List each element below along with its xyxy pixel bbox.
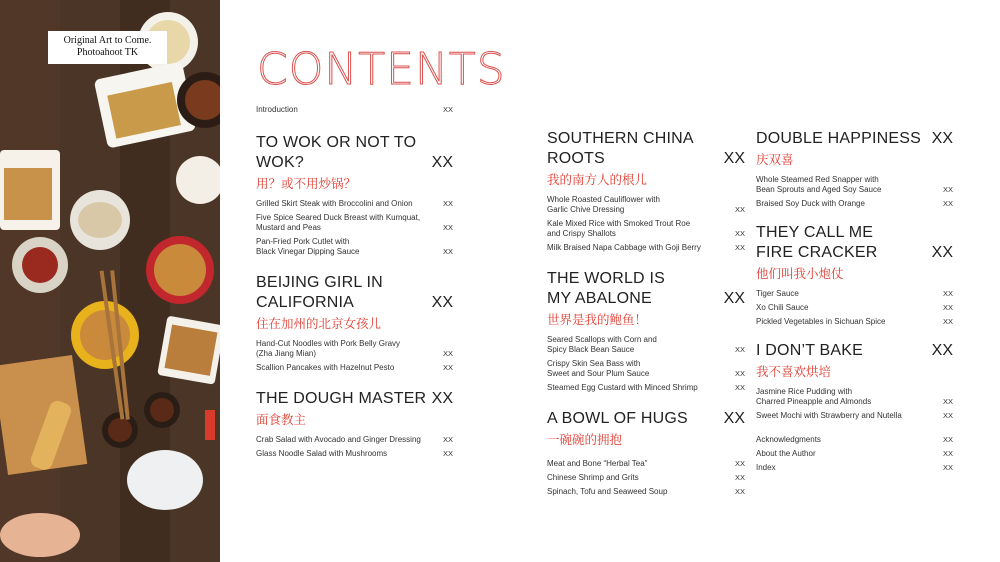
section-heading[interactable] xyxy=(547,129,745,169)
entry-page: XX xyxy=(734,205,745,214)
toc-entry[interactable] xyxy=(547,473,745,483)
entry-page: XX xyxy=(942,185,953,194)
toc-entry[interactable] xyxy=(547,487,745,497)
section-heading[interactable] xyxy=(756,129,953,149)
section-chinese-title: 我不喜欢烘培 xyxy=(756,364,832,379)
section-title xyxy=(756,223,878,263)
section-heading[interactable] xyxy=(256,133,453,173)
entry-line: Spinach, Tofu and Seaweed Soup xyxy=(547,487,668,496)
section-dough xyxy=(256,389,453,459)
section-title-line: MY ABALONE xyxy=(547,290,652,307)
section-heading[interactable] xyxy=(547,269,745,309)
section-title-line: FIRE CRACKER xyxy=(756,244,878,261)
toc-entry[interactable] xyxy=(547,195,745,215)
entry-line: (Zha Jiang Mian) xyxy=(256,349,317,358)
section-beijing xyxy=(256,273,453,373)
entry-page: XX xyxy=(442,435,453,444)
entry-page: XX xyxy=(942,289,953,298)
entry-page: XX xyxy=(442,449,453,458)
entry-label xyxy=(547,459,647,469)
entry-line: Spicy Black Bean Sauce xyxy=(547,345,635,354)
entry-line: Whole Steamed Red Snapper with xyxy=(756,175,879,184)
section-wok xyxy=(256,133,453,257)
toc-entry[interactable] xyxy=(256,363,453,373)
section-page: XX xyxy=(723,410,745,427)
section-page: XX xyxy=(931,342,953,359)
entry-page: XX xyxy=(942,435,953,444)
section-title-line: TO WOK OR NOT TO WOK? xyxy=(256,134,417,171)
section-page: XX xyxy=(931,130,953,147)
section-title-line: THEY CALL ME xyxy=(756,224,874,241)
entry-label xyxy=(256,213,420,233)
entry-line: and Crispy Shallots xyxy=(547,229,616,238)
entry-line: Kale Mixed Rice with Smoked Trout Roe xyxy=(547,219,691,228)
section-title-line: THE WORLD IS xyxy=(547,270,665,287)
entry-label: Acknowledgments xyxy=(756,435,821,444)
entry-line: Pickled Vegetables in Sichuan Spice xyxy=(756,317,886,326)
section-chinese-title: 住在加州的北京女孩儿 xyxy=(256,316,382,331)
toc-entry-about-author[interactable] xyxy=(756,449,953,459)
entry-line: Bean Sprouts and Aged Soy Sauce xyxy=(756,185,882,194)
toc-entry[interactable] xyxy=(256,199,453,209)
entry-label xyxy=(547,383,698,393)
section-page: XX xyxy=(431,154,453,171)
entry-label: Index xyxy=(756,463,776,472)
entry-line: Pan-Fried Pork Cutlet with xyxy=(256,237,350,246)
entry-label xyxy=(547,195,660,215)
entry-page: XX xyxy=(442,349,453,358)
section-page: XX xyxy=(431,294,453,311)
entry-page: XX xyxy=(734,473,745,482)
toc-entry[interactable] xyxy=(256,237,453,257)
photo-note-line-2: Photoahoot TK xyxy=(76,47,139,58)
section-bake xyxy=(756,341,953,421)
entry-line: Five Spice Seared Duck Breast with Kumquat, xyxy=(256,213,421,222)
entry-label xyxy=(256,449,387,459)
entry-label: About the Author xyxy=(756,449,816,458)
entry-label xyxy=(756,199,865,209)
section-chinese-title: 一碗碗的拥抱 xyxy=(547,432,623,447)
section-title xyxy=(256,273,383,313)
entry-label xyxy=(547,473,639,483)
entry-page: XX xyxy=(442,223,453,232)
entry-line: Xo Chili Sauce xyxy=(756,303,809,312)
entry-page: XX xyxy=(942,397,953,406)
toc-entry[interactable] xyxy=(756,387,953,407)
entry-label xyxy=(756,303,808,313)
toc-entry[interactable] xyxy=(256,449,453,459)
section-title xyxy=(547,269,665,309)
back-matter xyxy=(756,435,953,473)
entry-page: XX xyxy=(942,449,953,458)
section-heading[interactable] xyxy=(756,223,953,263)
entry-page: XX xyxy=(942,317,953,326)
toc-entry[interactable] xyxy=(547,335,745,355)
entry-line: Glass Noodle Salad with Mushrooms xyxy=(256,449,388,458)
entry-page: XX xyxy=(942,463,953,472)
entry-line: Mustard and Peas xyxy=(256,223,321,232)
entry-label xyxy=(547,243,701,253)
section-heading[interactable] xyxy=(756,341,953,361)
food-photo-illustration xyxy=(0,0,220,562)
entry-line: Chinese Shrimp and Grits xyxy=(547,473,639,482)
entry-line: Meat and Bone “Herbal Tea” xyxy=(547,459,648,468)
section-title xyxy=(256,389,426,409)
entry-page: XX xyxy=(942,411,953,420)
section-title xyxy=(547,129,724,169)
section-chinese-title: 我的南方人的根儿 xyxy=(547,172,648,187)
toc-entry-introduction[interactable] xyxy=(256,105,453,115)
toc-column-1 xyxy=(256,105,453,463)
toc-column-3 xyxy=(756,129,953,477)
section-title xyxy=(756,341,863,361)
section-title-line: A BOWL OF HUGS xyxy=(547,410,688,427)
entry-page: XX xyxy=(734,369,745,378)
toc-entry[interactable] xyxy=(547,219,745,239)
toc-entry[interactable] xyxy=(547,459,745,469)
section-title xyxy=(756,129,921,149)
photo-note-line-1: Original Art to Come. xyxy=(63,35,152,46)
section-happiness xyxy=(756,129,953,209)
toc-entry[interactable] xyxy=(756,289,953,299)
entry-label xyxy=(547,359,649,379)
toc-entry[interactable] xyxy=(547,243,745,253)
food-photo xyxy=(0,0,220,562)
entry-line: Black Vinegar Dipping Sauce xyxy=(256,247,360,256)
section-chinese-title: 用？或不用炒锅？ xyxy=(256,176,357,191)
entry-label xyxy=(756,317,885,327)
entry-line: Seared Scallops with Corn and xyxy=(547,335,657,344)
entry-label xyxy=(547,335,657,355)
toc-entry-index[interactable] xyxy=(756,463,953,473)
section-page: XX xyxy=(723,150,745,167)
section-firecracker xyxy=(756,223,953,327)
entry-line: Tiger Sauce xyxy=(756,289,799,298)
section-chinese-title: 面食教主 xyxy=(256,412,307,427)
toc-entry[interactable] xyxy=(756,411,953,421)
toc-entry[interactable] xyxy=(756,175,953,195)
entry-page: XX xyxy=(734,459,745,468)
section-title-line: I DON’T BAKE xyxy=(756,342,864,359)
toc-entry[interactable] xyxy=(256,435,453,445)
entry-page: XX xyxy=(442,199,453,208)
section-chinese-title: 世界是我的鲍鱼！ xyxy=(547,312,648,327)
section-page: XX xyxy=(931,244,953,261)
entry-line: Sweet Mochi with Strawberry and Nutella xyxy=(756,411,902,420)
entry-label xyxy=(547,487,667,497)
section-heading[interactable] xyxy=(256,273,453,313)
section-chinese-title: 他们叫我小炮仗 xyxy=(756,266,844,281)
entry-label xyxy=(756,387,871,407)
toc-entry[interactable] xyxy=(756,199,953,209)
entry-page: XX xyxy=(442,247,453,256)
entry-line: Sweet and Sour Plum Sauce xyxy=(547,369,650,378)
entry-line: Braised Soy Duck with Orange xyxy=(756,199,865,208)
entry-line: Scallion Pancakes with Hazelnut Pesto xyxy=(256,363,395,372)
section-page: XX xyxy=(431,390,453,407)
entry-page: XX xyxy=(734,383,745,392)
placeholder-art-note xyxy=(48,31,167,64)
entry-label xyxy=(756,175,881,195)
section-title xyxy=(256,133,432,173)
toc-entry[interactable] xyxy=(756,303,953,313)
section-hugs xyxy=(547,409,745,497)
entry-page: XX xyxy=(734,229,745,238)
entry-line: Jasmine Rice Pudding with xyxy=(756,387,853,396)
toc-entry-acknowledgments[interactable] xyxy=(756,435,953,445)
entry-page: XX xyxy=(942,199,953,208)
section-southern xyxy=(547,129,745,253)
toc-column-2 xyxy=(547,129,745,501)
section-title-line: CALIFORNIA xyxy=(256,294,355,311)
section-title-line: BEIJING GIRL IN xyxy=(256,274,383,291)
entry-page: XX xyxy=(442,105,453,114)
entry-page: XX xyxy=(734,243,745,252)
section-title-line: THE DOUGH MASTER xyxy=(256,390,427,407)
entry-line: Whole Roasted Cauliflower with xyxy=(547,195,660,204)
entry-label xyxy=(256,363,394,373)
section-heading[interactable] xyxy=(256,389,453,409)
entry-page: XX xyxy=(734,487,745,496)
section-page: XX xyxy=(723,290,745,307)
entry-line: Milk Braised Napa Cabbage with Goji Berry xyxy=(547,243,701,252)
entry-line: Crispy Skin Sea Bass with xyxy=(547,359,641,368)
entry-label xyxy=(256,339,400,359)
entry-page: XX xyxy=(442,363,453,372)
entry-line: Grilled Skirt Steak with Broccolini and Onion xyxy=(256,199,413,208)
toc-entry[interactable] xyxy=(256,213,453,233)
section-title xyxy=(547,409,688,429)
section-heading[interactable] xyxy=(547,409,745,429)
section-title-line: SOUTHERN CHINA ROOTS xyxy=(547,130,693,167)
entry-label xyxy=(547,219,690,239)
entry-page: XX xyxy=(942,303,953,312)
entry-label xyxy=(256,199,413,209)
entry-line: Hand-Cut Noodles with Pork Belly Gravy xyxy=(256,339,401,348)
toc-entry[interactable] xyxy=(547,383,745,393)
section-abalone xyxy=(547,269,745,393)
entry-line: Crab Salad with Avocado and Ginger Dressing xyxy=(256,435,421,444)
entry-label: Introduction xyxy=(256,105,298,114)
section-title-line: DOUBLE HAPPINESS xyxy=(756,130,922,147)
page-title: CONTENTS xyxy=(257,44,506,95)
entry-line: Garlic Chive Dressing xyxy=(547,205,625,214)
toc-entry[interactable] xyxy=(756,317,953,327)
entry-label xyxy=(756,289,799,299)
entry-line: Charred Pineapple and Almonds xyxy=(756,397,872,406)
entry-label xyxy=(256,435,421,445)
entry-line: Steamed Egg Custard with Minced Shrimp xyxy=(547,383,698,392)
entry-label xyxy=(256,237,359,257)
entry-page: XX xyxy=(734,345,745,354)
toc-entry[interactable] xyxy=(547,359,745,379)
entry-label xyxy=(756,411,902,421)
toc-entry[interactable] xyxy=(256,339,453,359)
section-chinese-title: 庆双喜 xyxy=(756,152,794,167)
